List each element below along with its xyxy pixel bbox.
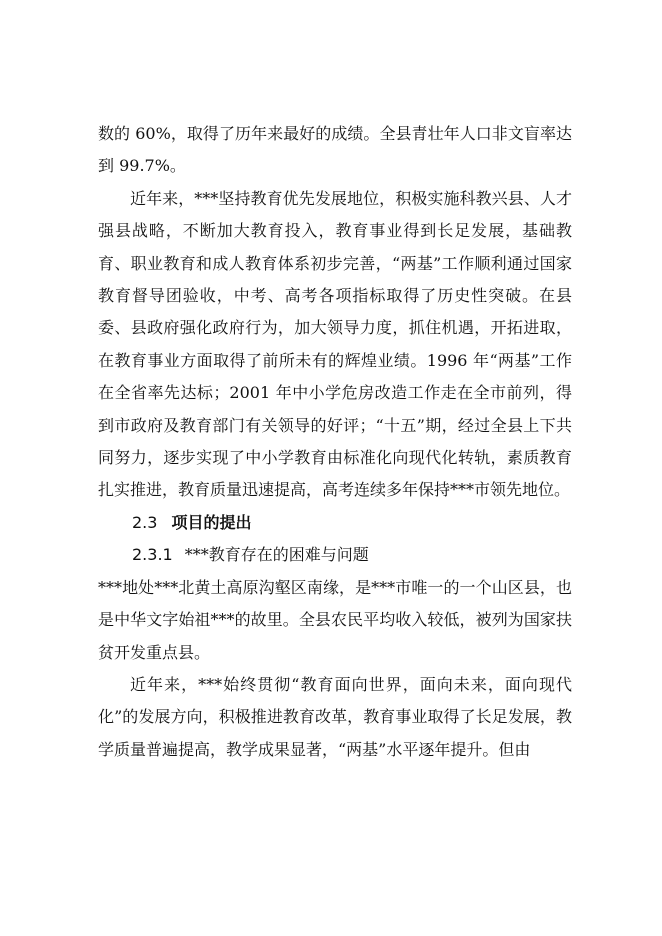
paragraph-education-priority: 近年来，***坚持教育优先发展地位，积极实施科教兴县、人才强县战略，不断加大教育投入，教育事业得到长足发展，基础教育、职业教育和成人教育体系初步完善，“两基”工作顺利通过国家教育督导团验收，中考、高考各项指标取得了历史性突破。在县委、县政府强化政府行为，加大领导力度，抓住机遇，开拓进取，在教育事业方面取得了前所未有的辉煌业绩。1996 年“两基”工作在全省率先达标；2001 年中小学危房改造工作走在全市前列，得到市政府及教育部门有关领导的好评；“十五”期，经过全县上下共同努力，逐步实现了中小学教育由标准化向现代化转轨，素质教育扎实推进，教育质量迅速提高，高考连续多年保持***市领先地位。 xyxy=(98,188,572,500)
subsection-title: ***教育存在的困难与问题 xyxy=(184,545,369,565)
section-number: 2.3 xyxy=(132,512,158,532)
paragraph-location: ***地处***北黄土高原沟壑区南缘，是***市唯一的一个山区县，也是中华文字始祖***的故里。全县农民平均收入较低，被列为国家扶贫开发重点县。 xyxy=(98,577,572,662)
paragraph-reform: 近年来，***始终贯彻“教育面向世界，面向未来，面向现代化”的发展方向，积极推进教育改革，教育事业取得了长足发展，教学质量普遍提高，教学成果显著，“两基”水平逐年提升。但由 xyxy=(98,674,572,759)
subsection-heading xyxy=(98,539,572,571)
section-heading xyxy=(98,507,572,539)
section-title: 项目的提出 xyxy=(171,512,252,532)
subsection-number: 2.3.1 xyxy=(132,545,173,565)
paragraph-continued: 数的 60%，取得了历年来最好的成绩。全县青壮年人口非文盲率达到 99.7%。 xyxy=(98,124,572,176)
document-page xyxy=(98,118,572,766)
